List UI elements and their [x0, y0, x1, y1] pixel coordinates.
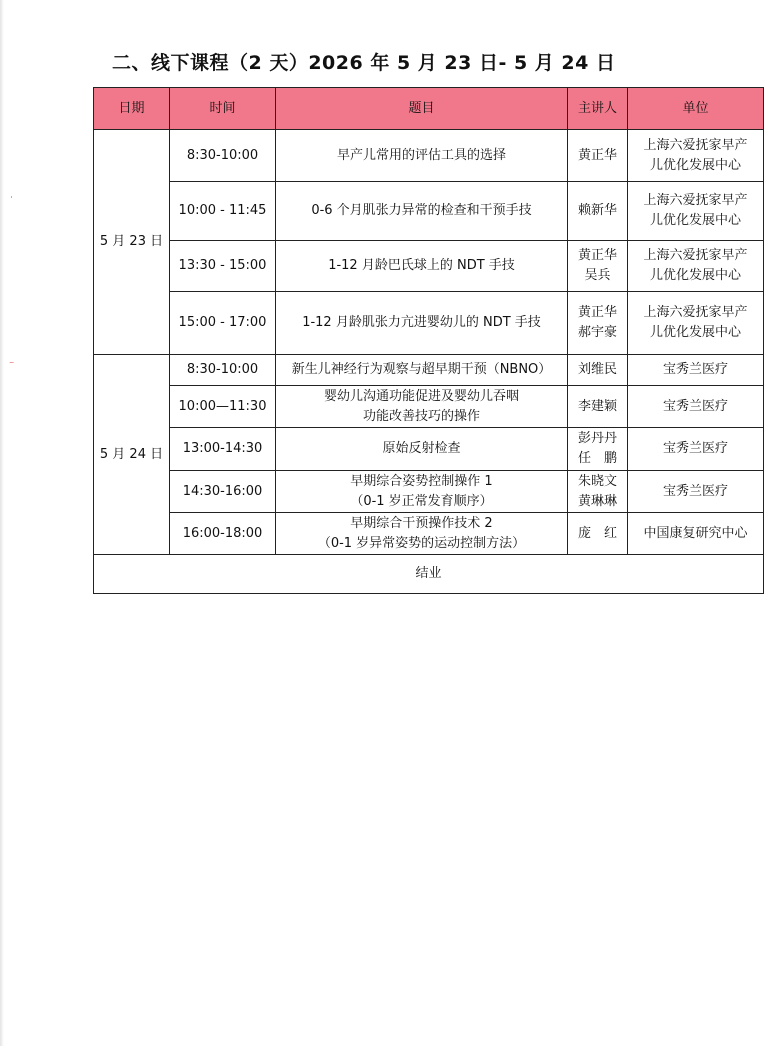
topic-cell	[276, 355, 568, 386]
unit-line: 上海六爱抚家早产	[643, 193, 748, 208]
table-row	[94, 513, 764, 555]
time-cell: 16:00-18:00	[170, 513, 276, 555]
speaker-name: 任 鹏	[577, 451, 617, 466]
speaker-cell	[568, 471, 628, 513]
scan-mark: ⁻	[9, 360, 15, 371]
table-row	[94, 428, 764, 471]
speaker-name: 刘维民	[577, 362, 617, 377]
unit-line: 中国康复研究中心	[643, 525, 748, 541]
time-cell: 13:30 - 15:00	[170, 241, 276, 292]
speaker-name: 黄正华	[577, 147, 617, 163]
speaker-name: 朱晓文	[577, 473, 617, 489]
table-row	[94, 241, 764, 292]
unit-line: 儿优化发展中心	[649, 157, 741, 173]
speaker-name: 赖新华	[577, 203, 617, 218]
speaker-cell	[568, 428, 628, 471]
table-row	[94, 182, 764, 241]
unit-line: 宝秀兰医疗	[662, 483, 728, 499]
topic-line: 婴幼儿沟通功能促进及婴幼儿吞咽	[323, 388, 519, 404]
topic-cell	[276, 182, 568, 241]
topic-line: 功能改善技巧的操作	[362, 408, 480, 424]
topic-line: 0-6 个月肌张力异常的检查和干预手技	[311, 203, 532, 218]
time-cell: 14:30-16:00	[170, 471, 276, 513]
footer-row	[94, 555, 764, 594]
topic-cell	[276, 471, 568, 513]
unit-cell	[628, 355, 764, 386]
unit-cell	[628, 182, 764, 241]
topic-cell	[276, 428, 568, 471]
topic-cell	[276, 386, 568, 428]
table-row	[94, 355, 764, 386]
speaker-name: 李建颖	[577, 398, 617, 414]
topic-line: 新生儿神经行为观察与超早期干预（NBNO）	[291, 362, 552, 377]
topic-cell	[276, 292, 568, 355]
graduation-cell: 结业	[94, 555, 764, 594]
header-topic: 题目	[276, 88, 568, 130]
table-row	[94, 386, 764, 428]
date-cell: 5 月 23 日	[94, 130, 170, 355]
speaker-cell	[568, 292, 628, 355]
topic-line: 1-12 月龄肌张力亢进婴幼儿的 NDT 手技	[302, 315, 541, 330]
date-cell: 5 月 24 日	[94, 355, 170, 555]
speaker-name: 彭丹丹	[577, 431, 617, 446]
topic-line: 早产儿常用的评估工具的选择	[336, 147, 506, 163]
page-edge	[0, 0, 4, 1046]
speaker-cell	[568, 355, 628, 386]
speaker-name: 庞 红	[577, 525, 617, 541]
table-row	[94, 292, 764, 355]
time-cell: 10:00—11:30	[170, 386, 276, 428]
page-title: 二、线下课程（2 天）2026 年 5 月 23 日- 5 月 24 日	[112, 52, 616, 74]
header-time: 时间	[170, 88, 276, 130]
speaker-cell	[568, 513, 628, 555]
speaker-cell	[568, 182, 628, 241]
time-cell: 15:00 - 17:00	[170, 292, 276, 355]
unit-cell	[628, 130, 764, 182]
table-row	[94, 130, 764, 182]
table-row	[94, 471, 764, 513]
speaker-cell	[568, 386, 628, 428]
speaker-name: 黄正华	[577, 305, 617, 320]
header-row	[94, 88, 764, 130]
speaker-name: 黄琳琳	[577, 493, 617, 509]
schedule-table	[93, 87, 764, 594]
topic-line: （0-1 岁正常发育顺序）	[350, 493, 493, 509]
topic-line: 早期综合姿势控制操作 1	[350, 473, 493, 489]
unit-cell	[628, 513, 764, 555]
unit-cell	[628, 241, 764, 292]
header-unit: 单位	[628, 88, 764, 130]
unit-line: 上海六爱抚家早产	[643, 137, 748, 153]
time-cell: 8:30-10:00	[170, 355, 276, 386]
header-speaker: 主讲人	[568, 88, 628, 130]
unit-line: 儿优化发展中心	[649, 213, 741, 228]
unit-line: 儿优化发展中心	[649, 268, 741, 283]
speaker-name: 黄正华	[577, 248, 617, 263]
time-cell: 10:00 - 11:45	[170, 182, 276, 241]
scan-mark: ˙	[9, 196, 14, 207]
unit-cell	[628, 292, 764, 355]
topic-line: 1-12 月龄巴氏球上的 NDT 手技	[328, 258, 515, 273]
unit-cell	[628, 386, 764, 428]
topic-cell	[276, 513, 568, 555]
unit-line: 宝秀兰医疗	[662, 441, 728, 456]
speaker-name: 吴兵	[584, 268, 611, 283]
unit-cell	[628, 428, 764, 471]
unit-line: 宝秀兰医疗	[662, 398, 728, 414]
topic-cell	[276, 130, 568, 182]
time-cell: 8:30-10:00	[170, 130, 276, 182]
topic-cell	[276, 241, 568, 292]
speaker-cell	[568, 241, 628, 292]
header-date: 日期	[94, 88, 170, 130]
unit-line: 上海六爱抚家早产	[643, 248, 748, 263]
unit-line: 儿优化发展中心	[649, 325, 741, 340]
time-cell: 13:00-14:30	[170, 428, 276, 471]
topic-line: 原始反射检查	[382, 441, 461, 456]
topic-line: 早期综合干预操作技术 2	[350, 515, 493, 531]
unit-cell	[628, 471, 764, 513]
speaker-name: 郝宇豪	[577, 325, 617, 340]
unit-line: 上海六爱抚家早产	[643, 305, 748, 320]
speaker-cell	[568, 130, 628, 182]
topic-line: （0-1 岁异常姿势的运动控制方法）	[317, 535, 526, 551]
unit-line: 宝秀兰医疗	[662, 362, 728, 377]
